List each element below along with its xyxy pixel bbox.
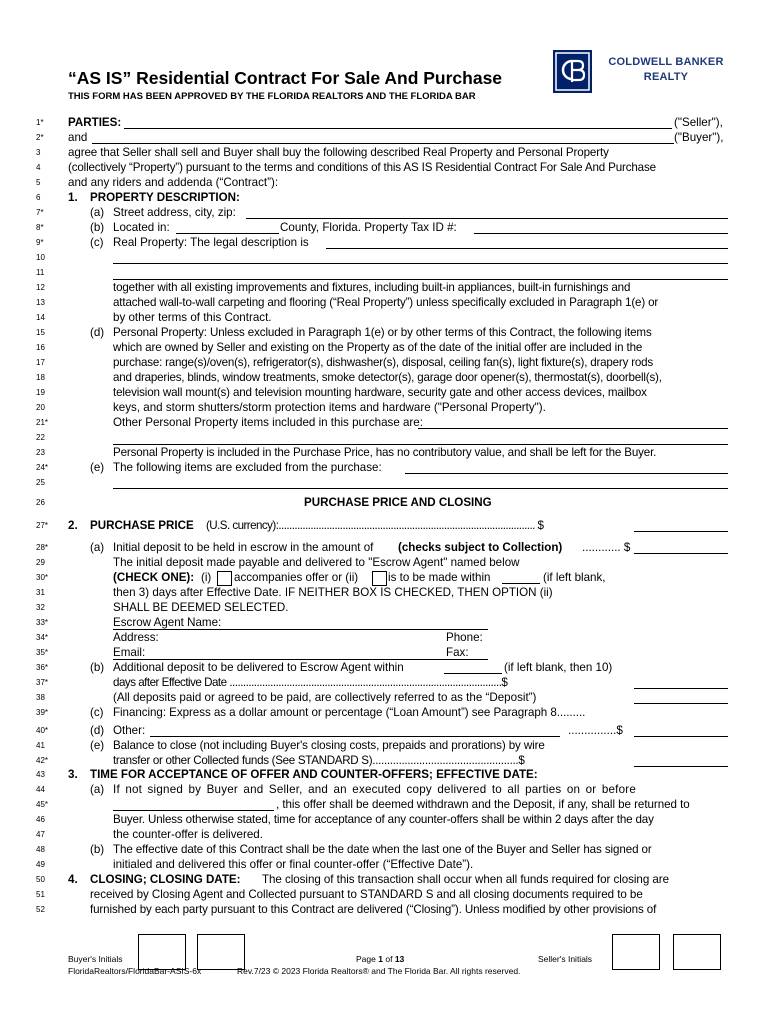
section-heading-closing-date: CLOSING; CLOSING DATE: xyxy=(90,873,241,886)
line-44 xyxy=(0,783,768,798)
line-45 xyxy=(0,798,768,813)
buyer-initials-box-1[interactable] xyxy=(138,934,186,970)
line-number: 42* xyxy=(36,756,49,765)
located-in-label: Located in: xyxy=(113,221,170,234)
line-41 xyxy=(0,739,768,754)
body-text: Personal Property: Unless excluded in Paragraph 1(e) or by other terms of this Contract, the following items xyxy=(113,326,652,339)
buyer-name-field[interactable] xyxy=(92,143,674,144)
sellers-initials-label: Seller's Initials xyxy=(538,954,593,964)
made-within-label: is to be made within xyxy=(388,571,491,584)
line-47 xyxy=(0,828,768,843)
line-19 xyxy=(0,386,768,401)
line-34 xyxy=(0,631,768,646)
item-letter: (c) xyxy=(90,706,104,719)
additional-deposit-days-field[interactable] xyxy=(444,673,502,674)
body-text: purchase: range(s)/oven(s), refrigerator(s), dishwasher(s), disposal, ceiling fan(s), light fixture(s), drapery rods xyxy=(113,356,653,369)
line-40 xyxy=(0,724,768,739)
line-number: 22 xyxy=(36,433,45,442)
currency-leader: transfer or other Collected funds (See STANDARD S)..................................................$ xyxy=(113,754,525,767)
copyright-notice: Rev.7/23 © 2023 Florida Realtors® and The Florida Bar. All rights reserved. xyxy=(237,966,521,976)
line-10 xyxy=(0,251,768,266)
section-number: 1. xyxy=(68,191,78,204)
line-number: 7* xyxy=(36,208,44,217)
escrow-phone-label: Phone: xyxy=(446,631,483,644)
line-number: 27* xyxy=(36,521,49,530)
body-text: which are owned by Seller and existing on the Property as of the date of the initial offer are included in the xyxy=(113,341,643,354)
line-8 xyxy=(0,221,768,236)
other-amount-field[interactable] xyxy=(634,736,728,737)
line-number: 48 xyxy=(36,845,45,854)
page-current: 1 xyxy=(378,954,383,964)
line-32 xyxy=(0,601,768,616)
line-48 xyxy=(0,843,768,858)
initial-deposit-field[interactable] xyxy=(634,553,728,554)
line-number: 8* xyxy=(36,223,44,232)
line-42 xyxy=(0,754,768,769)
escrow-agent-name-field[interactable] xyxy=(113,629,488,630)
currency-leader: days after Effective Date ....................................................................................................$ xyxy=(113,676,508,689)
county-field[interactable] xyxy=(176,233,279,234)
checks-subject-label: (checks subject to Collection) xyxy=(398,541,563,554)
check-one-label: (CHECK ONE): xyxy=(113,571,195,584)
body-text: (All deposits paid or agreed to be paid, are collectively referred to as the “Deposit”) xyxy=(113,691,537,704)
financing-field[interactable] xyxy=(634,703,728,704)
line-16 xyxy=(0,341,768,356)
line-1 xyxy=(0,116,768,131)
line-2 xyxy=(0,131,768,146)
line-27 xyxy=(0,519,768,534)
body-text: agree that Seller shall sell and Buyer shall buy the following described Real Property and Personal Property xyxy=(68,146,609,159)
body-text: The effective date of this Contract shall be the date when the last one of the Buyer and Seller has signed or xyxy=(113,843,652,856)
line-number: 28* xyxy=(36,543,49,552)
body-text: , this offer shall be deemed withdrawn and the Deposit, if any, shall be returned to xyxy=(276,798,690,811)
line-4 xyxy=(0,161,768,176)
currency-leader: (U.S. currency):................................................................................................ $ xyxy=(206,519,544,532)
escrow-email-label: Email: xyxy=(113,646,146,659)
seller-name-field[interactable] xyxy=(124,128,672,129)
currency-leader: ...............$ xyxy=(568,724,623,737)
line-number: 21* xyxy=(36,418,49,427)
initial-deposit-label: Initial deposit to be held in escrow in the amount of xyxy=(113,541,374,554)
balance-to-close-field[interactable] xyxy=(634,766,728,767)
line-number: 2* xyxy=(36,133,44,142)
other-personal-property-field-2[interactable] xyxy=(113,444,728,445)
body-text: The initial deposit made payable and delivered to "Escrow Agent" named below xyxy=(113,556,520,569)
section-number: 3. xyxy=(68,768,78,781)
body-text: then 3) days after Effective Date. IF NEITHER BOX IS CHECKED, THEN OPTION (ii) xyxy=(113,586,553,599)
logo-line-1: COLDWELL BANKER xyxy=(608,56,724,68)
page-indicator xyxy=(356,954,404,964)
seller-label: ("Seller"), xyxy=(674,116,723,129)
line-number: 23 xyxy=(36,448,45,457)
line-23 xyxy=(0,446,768,461)
legal-description-field-3[interactable] xyxy=(113,279,728,280)
buyer-label: ("Buyer"), xyxy=(674,131,724,144)
line-number: 33* xyxy=(36,618,49,627)
section-heading-property-description: PROPERTY DESCRIPTION: xyxy=(90,191,240,204)
seller-initials-box-2[interactable] xyxy=(673,934,721,970)
body-text: furnished by each party pursuant to this Contract are delivered (“Closing”). Unless modified by other provisions of xyxy=(90,903,657,916)
escrow-agent-name-label: Escrow Agent Name: xyxy=(113,616,222,629)
escrow-email-field[interactable] xyxy=(113,659,488,660)
line-number: 10 xyxy=(36,253,45,262)
item-letter: (d) xyxy=(90,326,105,339)
line-25 xyxy=(0,476,768,491)
item-letter: (d) xyxy=(90,724,105,737)
legal-description-label: Real Property: The legal description is xyxy=(113,236,309,249)
purchase-price-field[interactable] xyxy=(634,531,728,532)
page-of: of xyxy=(385,954,393,964)
logo-line-2: REALTY xyxy=(643,71,689,83)
line-number: 15 xyxy=(36,328,45,337)
line-number: 50 xyxy=(36,875,45,884)
acceptance-deadline-field[interactable] xyxy=(113,810,274,811)
line-9 xyxy=(0,236,768,251)
page-prefix: Page xyxy=(356,954,376,964)
line-14 xyxy=(0,311,768,326)
line-number: 37* xyxy=(36,678,49,687)
line-number: 39* xyxy=(36,708,49,717)
line-17 xyxy=(0,356,768,371)
line-31 xyxy=(0,586,768,601)
purchase-price-label: PURCHASE PRICE xyxy=(90,519,194,532)
excluded-items-label: The following items are excluded from the purchase: xyxy=(113,461,382,474)
body-text: received by Closing Agent and Collected pursuant to STANDARD S and all closing documents required to be xyxy=(90,888,643,901)
body-text: the counter-offer is delivered. xyxy=(113,828,263,841)
item-letter: (b) xyxy=(90,661,105,674)
line-13 xyxy=(0,296,768,311)
line-number: 52 xyxy=(36,905,45,914)
line-number: 43 xyxy=(36,770,45,779)
line-number: 31 xyxy=(36,588,45,597)
body-text: Personal Property is included in the Purchase Price, has no contributory value, and shall be left for the Buyer. xyxy=(113,446,657,459)
line-37 xyxy=(0,676,768,691)
line-7 xyxy=(0,206,768,221)
line-number: 49 xyxy=(36,860,45,869)
additional-deposit-label: Additional deposit to be delivered to Escrow Agent within xyxy=(113,661,404,674)
line-46 xyxy=(0,813,768,828)
body-text: and draperies, blinds, window treatments, smoke detector(s), garage door opener(s), thermostat(s), doorbell(s), xyxy=(113,371,662,384)
line-number: 11 xyxy=(36,268,45,277)
line-28 xyxy=(0,541,768,556)
buyers-initials-label: Buyer's Initials xyxy=(68,954,123,964)
line-number: 14 xyxy=(36,313,45,322)
excluded-items-field[interactable] xyxy=(405,473,728,474)
body-text: initialed and delivered this offer or final counter-offer (“Effective Date”). xyxy=(113,858,474,871)
financing-label: Financing: Express as a dollar amount or percentage (“Loan Amount”) see Paragraph 8......... xyxy=(113,706,586,719)
additional-deposit-field[interactable] xyxy=(634,688,728,689)
and-text: and xyxy=(68,131,88,144)
line-number: 47 xyxy=(36,830,45,839)
balance-to-close-label: Balance to close (not including Buyer's closing costs, prepaids and prorations) by wire xyxy=(113,739,545,752)
county-tax-id-label: County, Florida. Property Tax ID #: xyxy=(280,221,457,234)
line-number: 34* xyxy=(36,633,49,642)
body-text: by other terms of this Contract. xyxy=(113,311,272,324)
line-number: 46 xyxy=(36,815,45,824)
street-address-label: Street address, city, zip: xyxy=(113,206,236,219)
body-text: The closing of this transaction shall occur when all funds required for closing are xyxy=(262,873,669,886)
other-personal-property-field[interactable] xyxy=(418,428,728,429)
body-text: Buyer. Unless otherwise stated, time for acceptance of any counter-offers shall be within 2 days after the day xyxy=(113,813,654,826)
approval-notice: THIS FORM HAS BEEN APPROVED BY THE FLORIDA REALTORS AND THE FLORIDA BAR xyxy=(68,91,476,102)
line-number: 5 xyxy=(36,178,41,187)
seller-initials-box-1[interactable] xyxy=(612,934,660,970)
line-number: 19 xyxy=(36,388,45,397)
if-left-blank-10-label: (if left blank, then 10) xyxy=(504,661,613,674)
body-text: If not signed by Buyer and Seller, and an executed copy delivered to all parties on or before xyxy=(113,783,637,796)
page-total: 13 xyxy=(394,954,405,964)
line-number: 35* xyxy=(36,648,49,657)
body-text: television wall mount(s) and television mounting hardware, security gate and other access devices, mailbox xyxy=(113,386,647,399)
section-heading-purchase-price-and-closing: PURCHASE PRICE AND CLOSING xyxy=(304,496,492,509)
body-text: SHALL BE DEEMED SELECTED. xyxy=(113,601,289,614)
line-number: 29 xyxy=(36,558,45,567)
line-6 xyxy=(0,191,768,206)
line-number: 41 xyxy=(36,741,45,750)
section-number: 2. xyxy=(68,519,78,532)
body-text: (collectively “Property”) pursuant to the terms and conditions of this AS IS Residential Contract For Sale And Purchase xyxy=(68,161,656,174)
item-letter: (a) xyxy=(90,541,105,554)
line-36 xyxy=(0,661,768,676)
other-label: Other: xyxy=(113,724,146,737)
body-text: keys, and storm shutters/storm protection items and hardware ("Personal Property"). xyxy=(113,401,546,414)
line-number: 9* xyxy=(36,238,44,247)
line-26 xyxy=(0,496,768,511)
line-number: 4 xyxy=(36,163,41,172)
form-id: FloridaRealtors/FloridaBar-ASIS-6x xyxy=(68,966,202,976)
line-number: 32 xyxy=(36,603,45,612)
line-29 xyxy=(0,556,768,571)
line-number: 20 xyxy=(36,403,45,412)
line-number: 51 xyxy=(36,890,45,899)
line-number: 24* xyxy=(36,463,49,472)
document-title: “AS IS” Residential Contract For Sale And Purchase xyxy=(68,68,503,88)
body-text: and any riders and addenda (“Contract”): xyxy=(68,176,279,189)
parties-label: PARTIES: xyxy=(68,116,122,129)
tax-id-field[interactable] xyxy=(474,233,728,234)
line-number: 13 xyxy=(36,298,45,307)
line-50 xyxy=(0,873,768,888)
line-number: 44 xyxy=(36,785,45,794)
legal-description-field-2[interactable] xyxy=(113,263,728,264)
accompanies-offer-label: accompanies offer or (ii) xyxy=(234,571,359,584)
line-number: 12 xyxy=(36,283,45,292)
buyer-initials-box-2[interactable] xyxy=(197,934,245,970)
cb-monogram-icon xyxy=(553,50,592,93)
section-heading-time-for-acceptance: TIME FOR ACCEPTANCE OF OFFER AND COUNTER-OFFERS; EFFECTIVE DATE: xyxy=(90,768,538,781)
line-number: 45* xyxy=(36,800,49,809)
item-letter: (c) xyxy=(90,236,104,249)
line-number: 26 xyxy=(36,498,45,507)
item-letter: (a) xyxy=(90,206,105,219)
line-number: 16 xyxy=(36,343,45,352)
item-letter: (b) xyxy=(90,843,105,856)
coldwell-banker-logo xyxy=(553,50,731,94)
line-49 xyxy=(0,858,768,873)
line-15 xyxy=(0,326,768,341)
line-number: 38 xyxy=(36,693,45,702)
line-number: 40* xyxy=(36,726,49,735)
line-51 xyxy=(0,888,768,903)
item-letter: (e) xyxy=(90,739,105,752)
line-24 xyxy=(0,461,768,476)
line-number: 6 xyxy=(36,193,41,202)
line-3 xyxy=(0,146,768,161)
line-number: 18 xyxy=(36,373,45,382)
line-18 xyxy=(0,371,768,386)
line-30 xyxy=(0,571,768,586)
other-description-field[interactable] xyxy=(150,736,560,737)
item-letter: (e) xyxy=(90,461,105,474)
item-letter: (a) xyxy=(90,783,105,796)
option-i-label: (i) xyxy=(201,571,212,584)
escrow-fax-label: Fax: xyxy=(446,646,469,659)
line-20 xyxy=(0,401,768,416)
line-39 xyxy=(0,706,768,721)
legal-description-field[interactable] xyxy=(326,248,728,249)
currency-leader: ............ $ xyxy=(582,541,631,554)
line-number: 25 xyxy=(36,478,45,487)
line-number: 17 xyxy=(36,358,45,367)
line-52 xyxy=(0,903,768,918)
if-left-blank-label: (if left blank, xyxy=(543,571,606,584)
item-letter: (b) xyxy=(90,221,105,234)
body-text: attached wall-to-wall carpeting and flooring (“Real Property”) unless specifically excluded in Paragraph 1(e) or xyxy=(113,296,659,309)
line-number: 30* xyxy=(36,573,49,582)
line-12 xyxy=(0,281,768,296)
excluded-items-field-2[interactable] xyxy=(113,488,728,489)
street-address-field[interactable] xyxy=(246,218,728,219)
body-text: together with all existing improvements and fixtures, including built-in appliances, built-in furnishings and xyxy=(113,281,631,294)
section-number: 4. xyxy=(68,873,78,886)
other-personal-property-label: Other Personal Property items included in this purchase are: xyxy=(113,416,423,429)
line-number: 36* xyxy=(36,663,49,672)
line-43 xyxy=(0,768,768,783)
line-number: 1* xyxy=(36,118,44,127)
line-21 xyxy=(0,416,768,431)
line-number: 3 xyxy=(36,148,41,157)
escrow-address-label: Address: xyxy=(113,631,159,644)
line-5 xyxy=(0,176,768,191)
days-within-field[interactable] xyxy=(502,583,540,584)
